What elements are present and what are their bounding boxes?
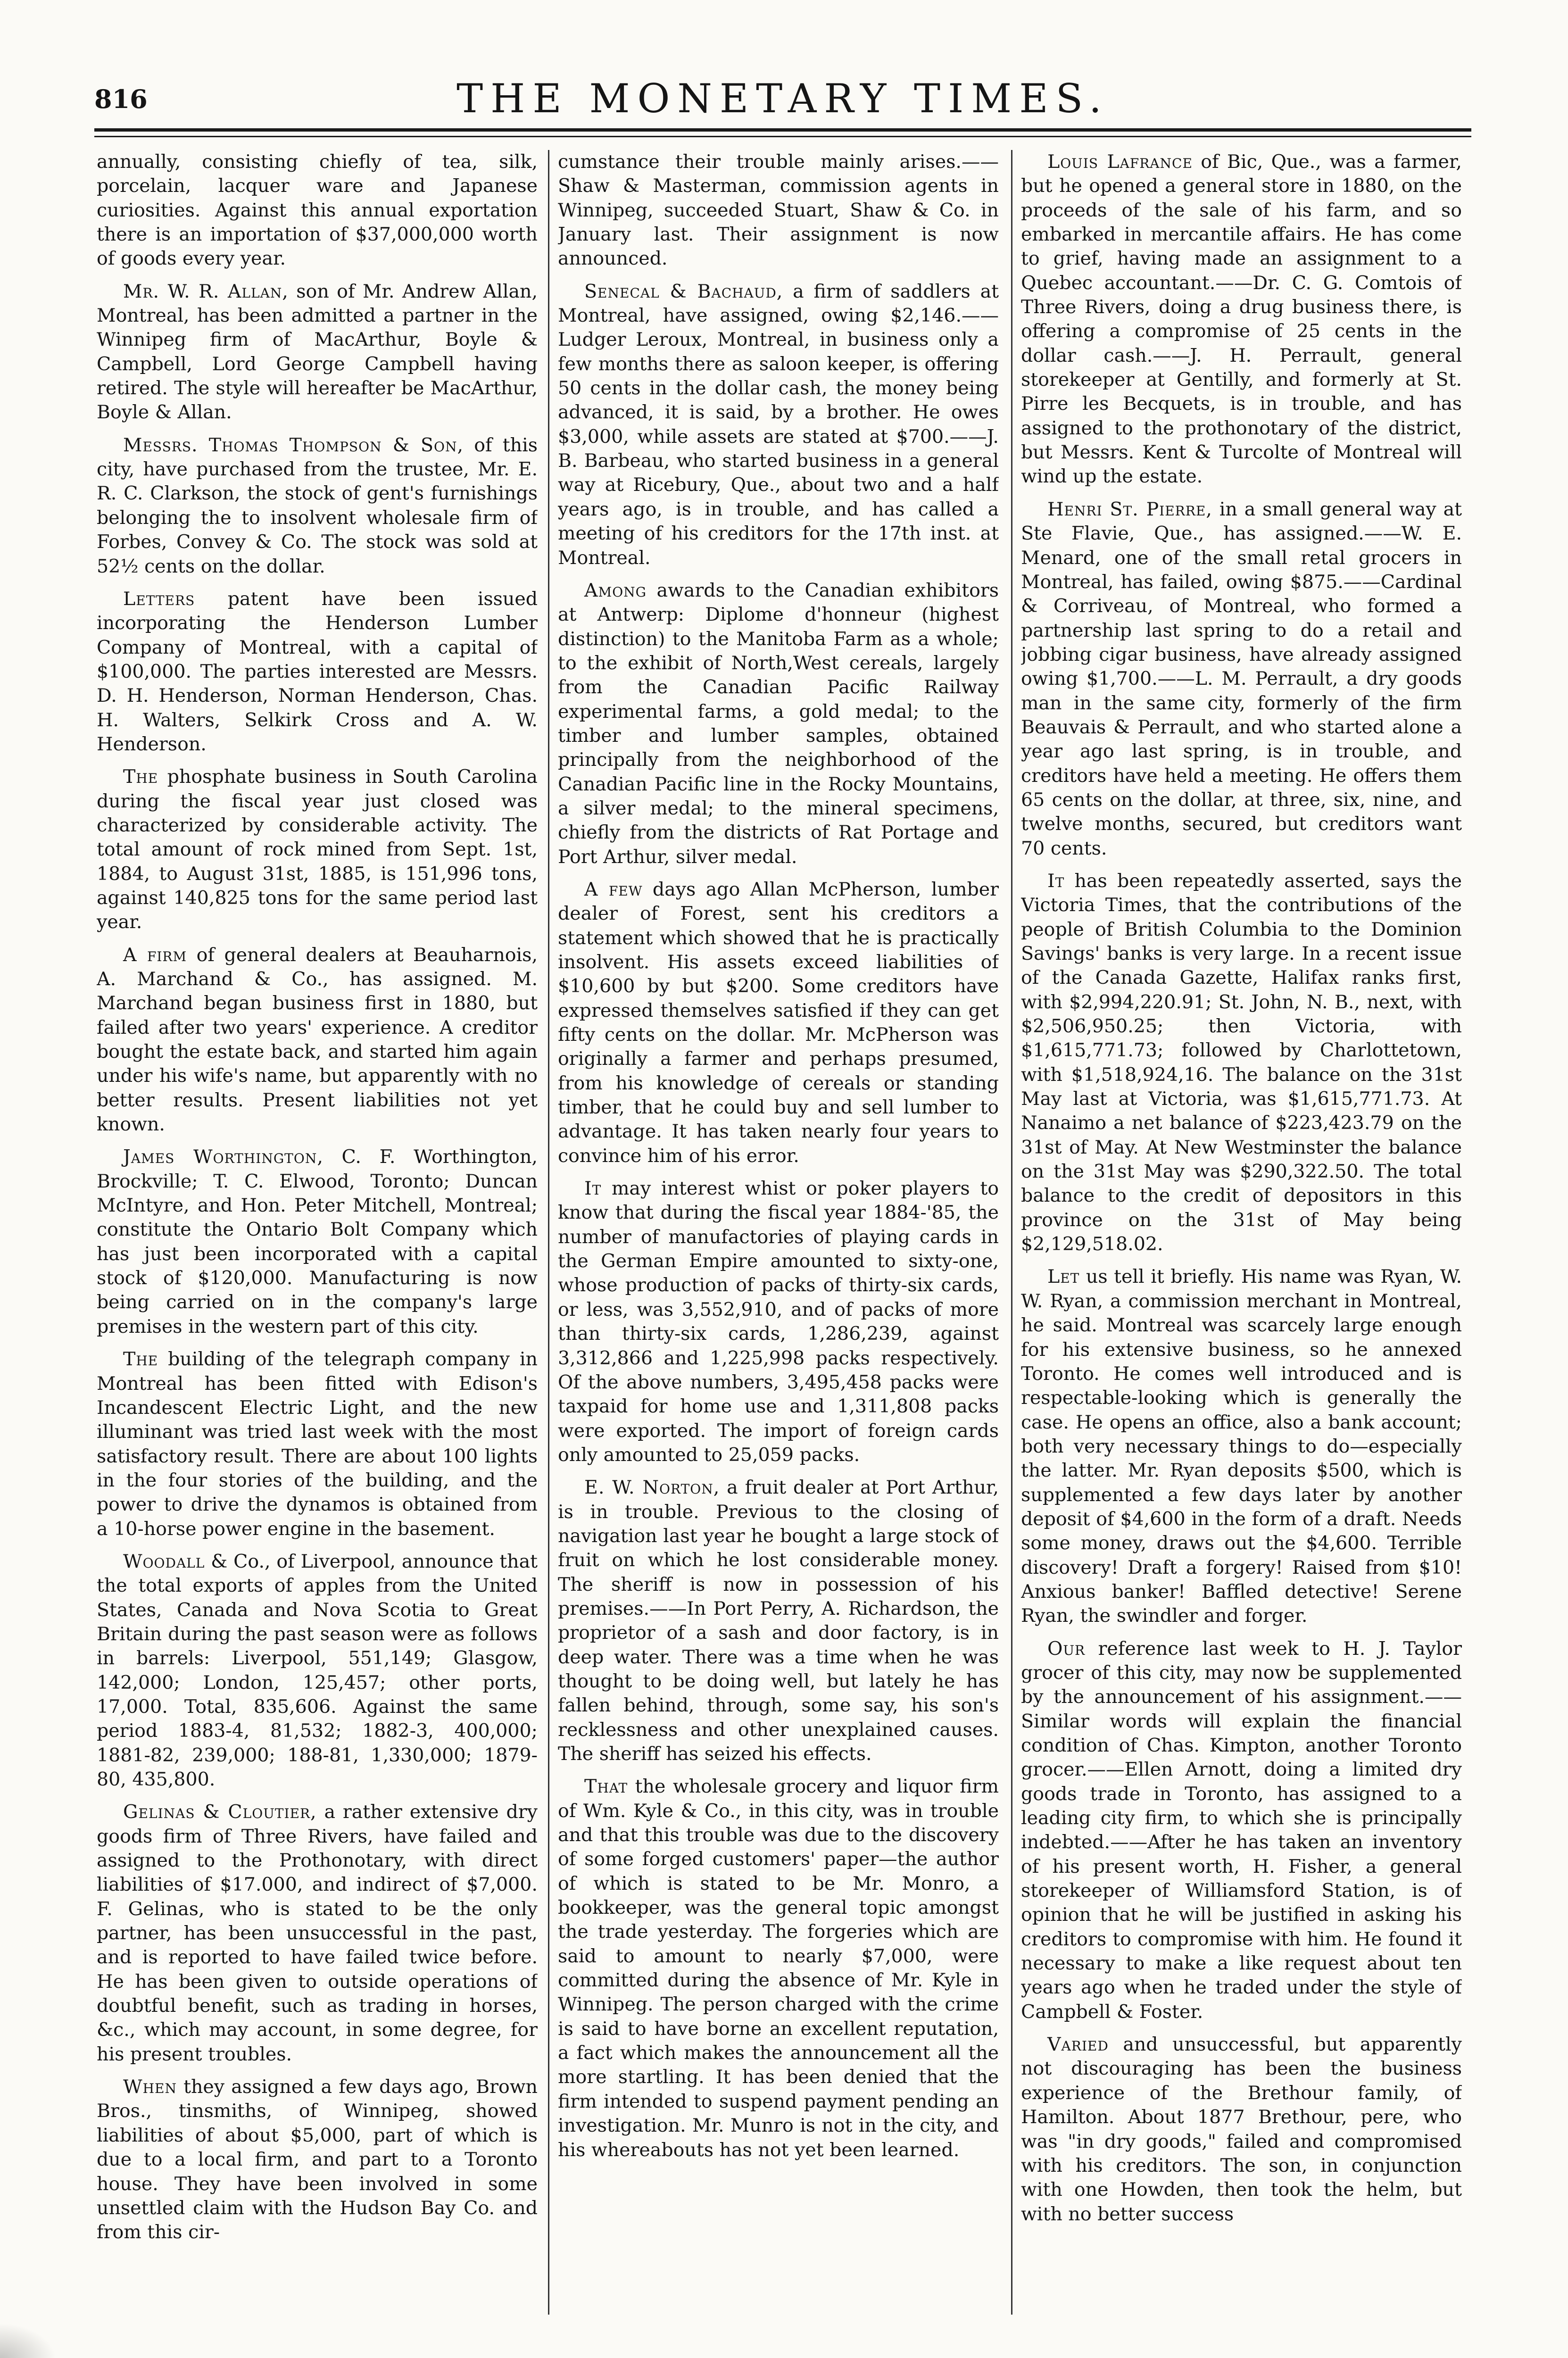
article-paragraph [558, 150, 999, 271]
paragraph-lead: When [123, 2076, 177, 2098]
paragraph-text: they assigned a few days ago, Brown Bros., tinsmiths, of Winnipeg, showed liabilities of about $5,000, part of which is due to a local firm, and part to a Toronto house. They have been involved in some unsettled claim with the Hudson Bay Co. and from this cir- [97, 2076, 538, 2243]
article-paragraph [1021, 498, 1462, 861]
article-paragraph [97, 943, 538, 1137]
article-paragraph [1021, 869, 1462, 1257]
paragraph-text: may interest whist or poker players to know that during the fiscal year 1884-'85, the number of manufactories of playing cards in the German Empire amounted to sixty-one, whose production of packs of thirty-six cards, or less, was 3,552,910, and of packs of more than thirty-six cards, 1,286,239, against 3,312,866 and 1,225,998 packs respectively. Of the above numbers, 3,495,458 packs were taxpaid for home use and 1,311,808 packs were exported. The import of foreign cards only amounted to 25,059 packs. [558, 1178, 999, 1466]
masthead [94, 75, 1471, 127]
paragraph-text: reference last week to H. J. Taylor grocer of this city, may now be supplemented by the announcement of his assignment.——Similar words will explain the financial condition of Chas. Kimpton, another Toronto grocer.——Ellen Arnott, doing a limited dry goods trade in Toronto, has assigned to a leading city firm, to which she is principally indebted.——After he has taken an inventory of his present worth, H. Fisher, a general storekeeper of Williamsford Station, is of opinion that he will be justified in asking his creditors to compromise with him. He found it necessary to make a like request about ten years ago when he traded under the style of Campbell & Foster. [1021, 1637, 1462, 2023]
paragraph-text: a rather extensive dry goods firm of Three Rivers, have failed and assigned to the Prothonotary, with direct liabilities of $17.000, and indirect of $7,000. F. Gelinas, who is stated to be the only partner, has been unsuccessful in the past, and is reported to have failed twice before. He has been given to outside operations of doubtful benefit, such as trading in horses, &c., which may account, in some degree, for his present troubles. [97, 1801, 538, 2065]
article-paragraph [558, 1476, 999, 1766]
paragraph-text: & Co., of Liverpool, announce that the total exports of apples from the United States, Canada and Nova Scotia to Great Britain during the past season were as follows in barrels: Liverpool, 551,149; Glasgow, 142,000; London, 125,457; other ports, 17,000. Total, 835,606. Against the same period 1883-4, 81,532; 1882-3, 400,000; 1881-82, 239,000; 188-81, 1,330,000; 1879-80, 435,800. [97, 1550, 538, 1790]
paper-smudge [0, 2323, 57, 2358]
page-number: 816 [94, 84, 148, 114]
column-1 [97, 150, 538, 2315]
paragraph-lead: Letters [123, 588, 195, 610]
paragraph-lead: Varied [1047, 2034, 1109, 2056]
paragraph-text: C. F. Worthington, Brockville; T. C. Elwood, Toronto; Duncan McIntyre, and Hon. Peter Mitchell, Montreal; constitute the Ontario Bolt Company which has just been incorporated with a capital stock of $120,000. Manufacturing is now being carried on in the company's large premises in the western part of this city. [97, 1146, 538, 1337]
column-divider [1011, 150, 1012, 2315]
header-rule-thick [94, 128, 1471, 132]
paragraph-text: son of Mr. Andrew Allan, Montreal, has been admitted a partner in the Winnipeg firm of MacArthur, Boyle & Campbell, Lord George Campbell having retired. The style will hereafter be MacArthur, Boyle & Allan. [97, 280, 538, 423]
paragraph-text: building of the telegraph company in Montreal has been fitted with Edison's Incandescent Electric Light, and the new illuminant was tried last week with the most satisfactory result. There are about 100 lights in the four stories of the building, and the power to drive the dynamos is obtained from a 10-horse power engine in the basement. [97, 1348, 538, 1540]
article-paragraph [1021, 150, 1462, 489]
paragraph-text: a fruit dealer at Port Arthur, is in trouble. Previous to the closing of navigation last year he bought a large stock of fruit on which he lost considerable money. The sheriff is now in possession of his premises.——In Port Perry, A. Richardson, the proprietor of a sash and door factory, is in deep water. There was a time when he was thought to be doing well, but lately he has fallen behind, through, some say, his son's recklessness and other unexplained causes. The sheriff has seized his effects. [558, 1477, 999, 1765]
column-2 [558, 150, 999, 2315]
paragraph-text: has been repeatedly asserted, says the Victoria Times, that the contributions of the people of British Columbia to the Dominion Savings' banks is very large. In a recent issue of the Canada Gazette, Halifax ranks first, with $2,994,220.91; St. John, N. B., next, with $2,506,950.25; then Victoria, with $1,615,771.73; followed by Charlottetown, with $1,518,924,16. The balance on the 31st May last at Victoria, was $1,615,771.73. At Nanaimo a net balance of $223,423.79 on the 31st of May. At New Westminster the balance on the 31st May was $290,322.50. The total balance to the credit of depositors in this province on the 31st of May being $2,129,518.02. [1021, 870, 1462, 1255]
paragraph-text: phosphate business in South Carolina during the fiscal year just closed was characterized by considerable activity. The total amount of rock mined from Sept. 1st, 1884, to August 31st, 1885, is 151,996 tons, against 140,825 tons for the same period last year. [97, 766, 538, 933]
paragraph-lead: Let [1047, 1266, 1080, 1288]
paragraph-lead: That [584, 1776, 628, 1798]
paragraph-text: of Bic, Que., was a farmer, but he opened a general store in 1880, on the proceeds of the sale of his farm, and so embarked in mercantile affairs. He has come to grief, having made an assignment to a Quebec accountant.——Dr. C. G. Comtois of Three Rivers, doing a drug business there, is offering a compromise of 25 cents in the dollar cash.——J. H. Perrault, general storekeeper at Gentilly, and formerly at St. Pirre les Becquets, is in trouble, and has assigned to the prothonotary of the district, but Messrs. Kent & Turcolte of Montreal will wind up the estate. [1021, 151, 1462, 488]
paragraph-text: the wholesale grocery and liquor firm of Wm. Kyle & Co., in this city, was in trouble and that this trouble was due to the discovery of some forged customers' paper—the author of which is stated to be Mr. Monro, a bookkeeper, was the general topic amongst the trade yesterday. The forgeries which are said to amount to nearly $7,000, were committed during the absence of Mr. Kyle in Winnipeg. The person charged with the crime is said to have borne an excellent reputation, a fact which makes the announcement all the more startling. It has been denied that the firm intended to suspend payment pending an investigation. Mr. Munro is not in the city, and his whereabouts has not yet been learned. [558, 1776, 999, 2161]
article-paragraph [1021, 2033, 1462, 2226]
paragraph-text: of this city, have purchased from the trustee, Mr. E. R. C. Clarkson, the stock of gent's furnishings belonging the to insolvent wholesale firm of Forbes, Convey & Co. The stock was sold at 52½ cents on the dollar. [97, 434, 538, 577]
journal-title: THE MONETARY TIMES. [456, 75, 1109, 122]
article-paragraph [558, 280, 999, 570]
paragraph-lead: Gelinas & Cloutier, [123, 1801, 317, 1823]
article-paragraph [97, 1145, 538, 1339]
article-paragraph [97, 1800, 538, 2067]
paragraph-text: patent have been issued incorporating the Henderson Lumber Company of Montreal, with a capital of $100,000. The parties interested are Messrs. D. H. Henderson, Norman Henderson, Chas. H. Walters, Selkirk Cross and A. W. Henderson. [97, 588, 538, 755]
article-paragraph [558, 1177, 999, 1467]
paragraph-lead: The [123, 766, 158, 788]
paragraph-lead: Mr. W. R. Allan, [123, 280, 289, 302]
paragraph-lead: Senecal & Bachaud, [584, 280, 783, 302]
article-paragraph [97, 1550, 538, 1792]
article-paragraph [558, 1775, 999, 2162]
paragraph-lead: E. W. Norton, [584, 1477, 720, 1499]
paragraph-lead: Woodall [123, 1550, 205, 1572]
paragraph-lead: A firm [123, 944, 187, 966]
article-paragraph [97, 433, 538, 579]
article-paragraph [1021, 1637, 1462, 2025]
paragraph-text: awards to the Canadian exhibitors at Antwerp: Diplome d'honneur (highest distinction) to the Manitoba Farm as a whole; to the exhibit of North,West cereals, largely from the Canadian Pacific Railway experimental farms, a gold medal; to the timber and lumber samples, obtained principally from the neighborhood of the Canadian Pacific line in the Rocky Mountains, a silver medal; to the mineral specimens, chiefly from the districts of Rat Portage and Port Arthur, silver medal. [558, 579, 999, 868]
article-paragraph [97, 2075, 538, 2244]
paragraph-lead: It [1047, 870, 1065, 892]
column-3 [1021, 150, 1462, 2315]
paragraph-lead: Henri St. Pierre, [1047, 498, 1212, 520]
paragraph-text: and unsuccessful, but apparently not discouraging has been the business experience of the Brethour family, of Hamilton. About 1877 Brethour, pere, who was "in dry goods," failed and compromised with his creditors. The son, in conjunction with one Howden, then took the helm, but with no better success [1021, 2034, 1462, 2225]
paragraph-lead: Our [1047, 1637, 1086, 1660]
paragraph-text: in a small general way at Ste Flavie, Que., has assigned.——W. E. Menard, one of the small retal grocers in Montreal, has failed, owing $875.——Cardinal & Corriveau, of Montreal, who formed a partnership last spring to do a retail and jobbing cigar business, have already assigned owing $1,700.——L. M. Perrault, a dry goods man in the same city, formerly of the firm Beauvais & Perrault, and who started alone a year ago last spring, is in trouble, and creditors have held a meeting. He offers them 65 cents on the dollar, at three, six, nine, and twelve months, secured, but creditors want 70 cents. [1021, 498, 1462, 859]
paragraph-text: annually, consisting chiefly of tea, silk, porcelain, lacquer ware and Japanese curiosities. Against this annual exportation there is an importation of $37,000,000 worth of goods every year. [97, 151, 538, 270]
paragraph-lead: Among [584, 579, 647, 601]
article-paragraph [558, 579, 999, 869]
paragraph-lead: It [584, 1178, 602, 1200]
paragraph-lead: The [123, 1348, 158, 1370]
article-paragraph [97, 587, 538, 756]
paragraph-lead: Messrs. Thomas Thompson & Son, [123, 434, 464, 456]
paragraph-lead: James Worthington, [123, 1146, 324, 1168]
paragraph-text: a firm of saddlers at Montreal, have assigned, owing $2,146.——Ludger Leroux, Montreal, in business only a few months there as saloon keeper, is offering 50 cents in the dollar cash, the money being advanced, it is said, by a brother. He owes $3,000, while assets are stated at $700.——J. B. Barbeau, who started business in a general way at Ricebury, Que., about two and a half years ago, is in trouble, and has called a meeting of his creditors for the 17th inst. at Montreal. [558, 280, 999, 569]
paragraph-text: cumstance their trouble mainly arises.——Shaw & Masterman, commission agents in Winnipeg, succeeded Stuart, Shaw & Co. in January last. Their assignment is now announced. [558, 151, 999, 270]
article-paragraph [558, 878, 999, 1168]
paragraph-lead: A few [584, 878, 643, 900]
article-paragraph [97, 150, 538, 271]
paragraph-lead: Louis Lafrance [1047, 151, 1193, 173]
article-paragraph [97, 280, 538, 425]
column-divider [548, 150, 549, 2315]
header-rule-thin [94, 136, 1471, 137]
article-paragraph [1021, 1265, 1462, 1628]
paragraph-text: of general dealers at Beauharnois, A. Marchand & Co., has assigned. M. Marchand began business first in 1880, but failed after two years' experience. A creditor bought the estate back, and started him again under his wife's name, but apparently with no better results. Present liabilities not yet known. [97, 944, 538, 1136]
paragraph-text: days ago Allan McPherson, lumber dealer of Forest, sent his creditors a statement which showed that he is practically insolvent. His assets exceed liabilities of $10,600 by but $200. Some creditors have expressed themselves satisfied if they can get fifty cents on the dollar. Mr. McPherson was originally a farmer and perhaps presumed, from his knowledge of cereals or standing timber, that he could buy and sell lumber to advantage. It has taken nearly four years to convince him of his error. [558, 878, 999, 1167]
article-paragraph [97, 1347, 538, 1541]
paragraph-text: us tell it briefly. His name was Ryan, W. W. Ryan, a commission merchant in Montreal, he said. Montreal was scarcely large enough for his extensive business, so he annexed Toronto. He comes well introduced and is respectable-looking which is generally the case. He opens an office, also a bank account; both very necessary things to do—especially the latter. Mr. Ryan deposits $500, which is supplemented a few days later by another deposit of $4,600 in the form of a draft. Needs some money, draws out the $4,600. Terrible discovery! Draft a forgery! Raised from $10! Anxious banker! Baffled detective! Serene Ryan, the swindler and forger. [1021, 1266, 1462, 1627]
article-paragraph [97, 765, 538, 934]
